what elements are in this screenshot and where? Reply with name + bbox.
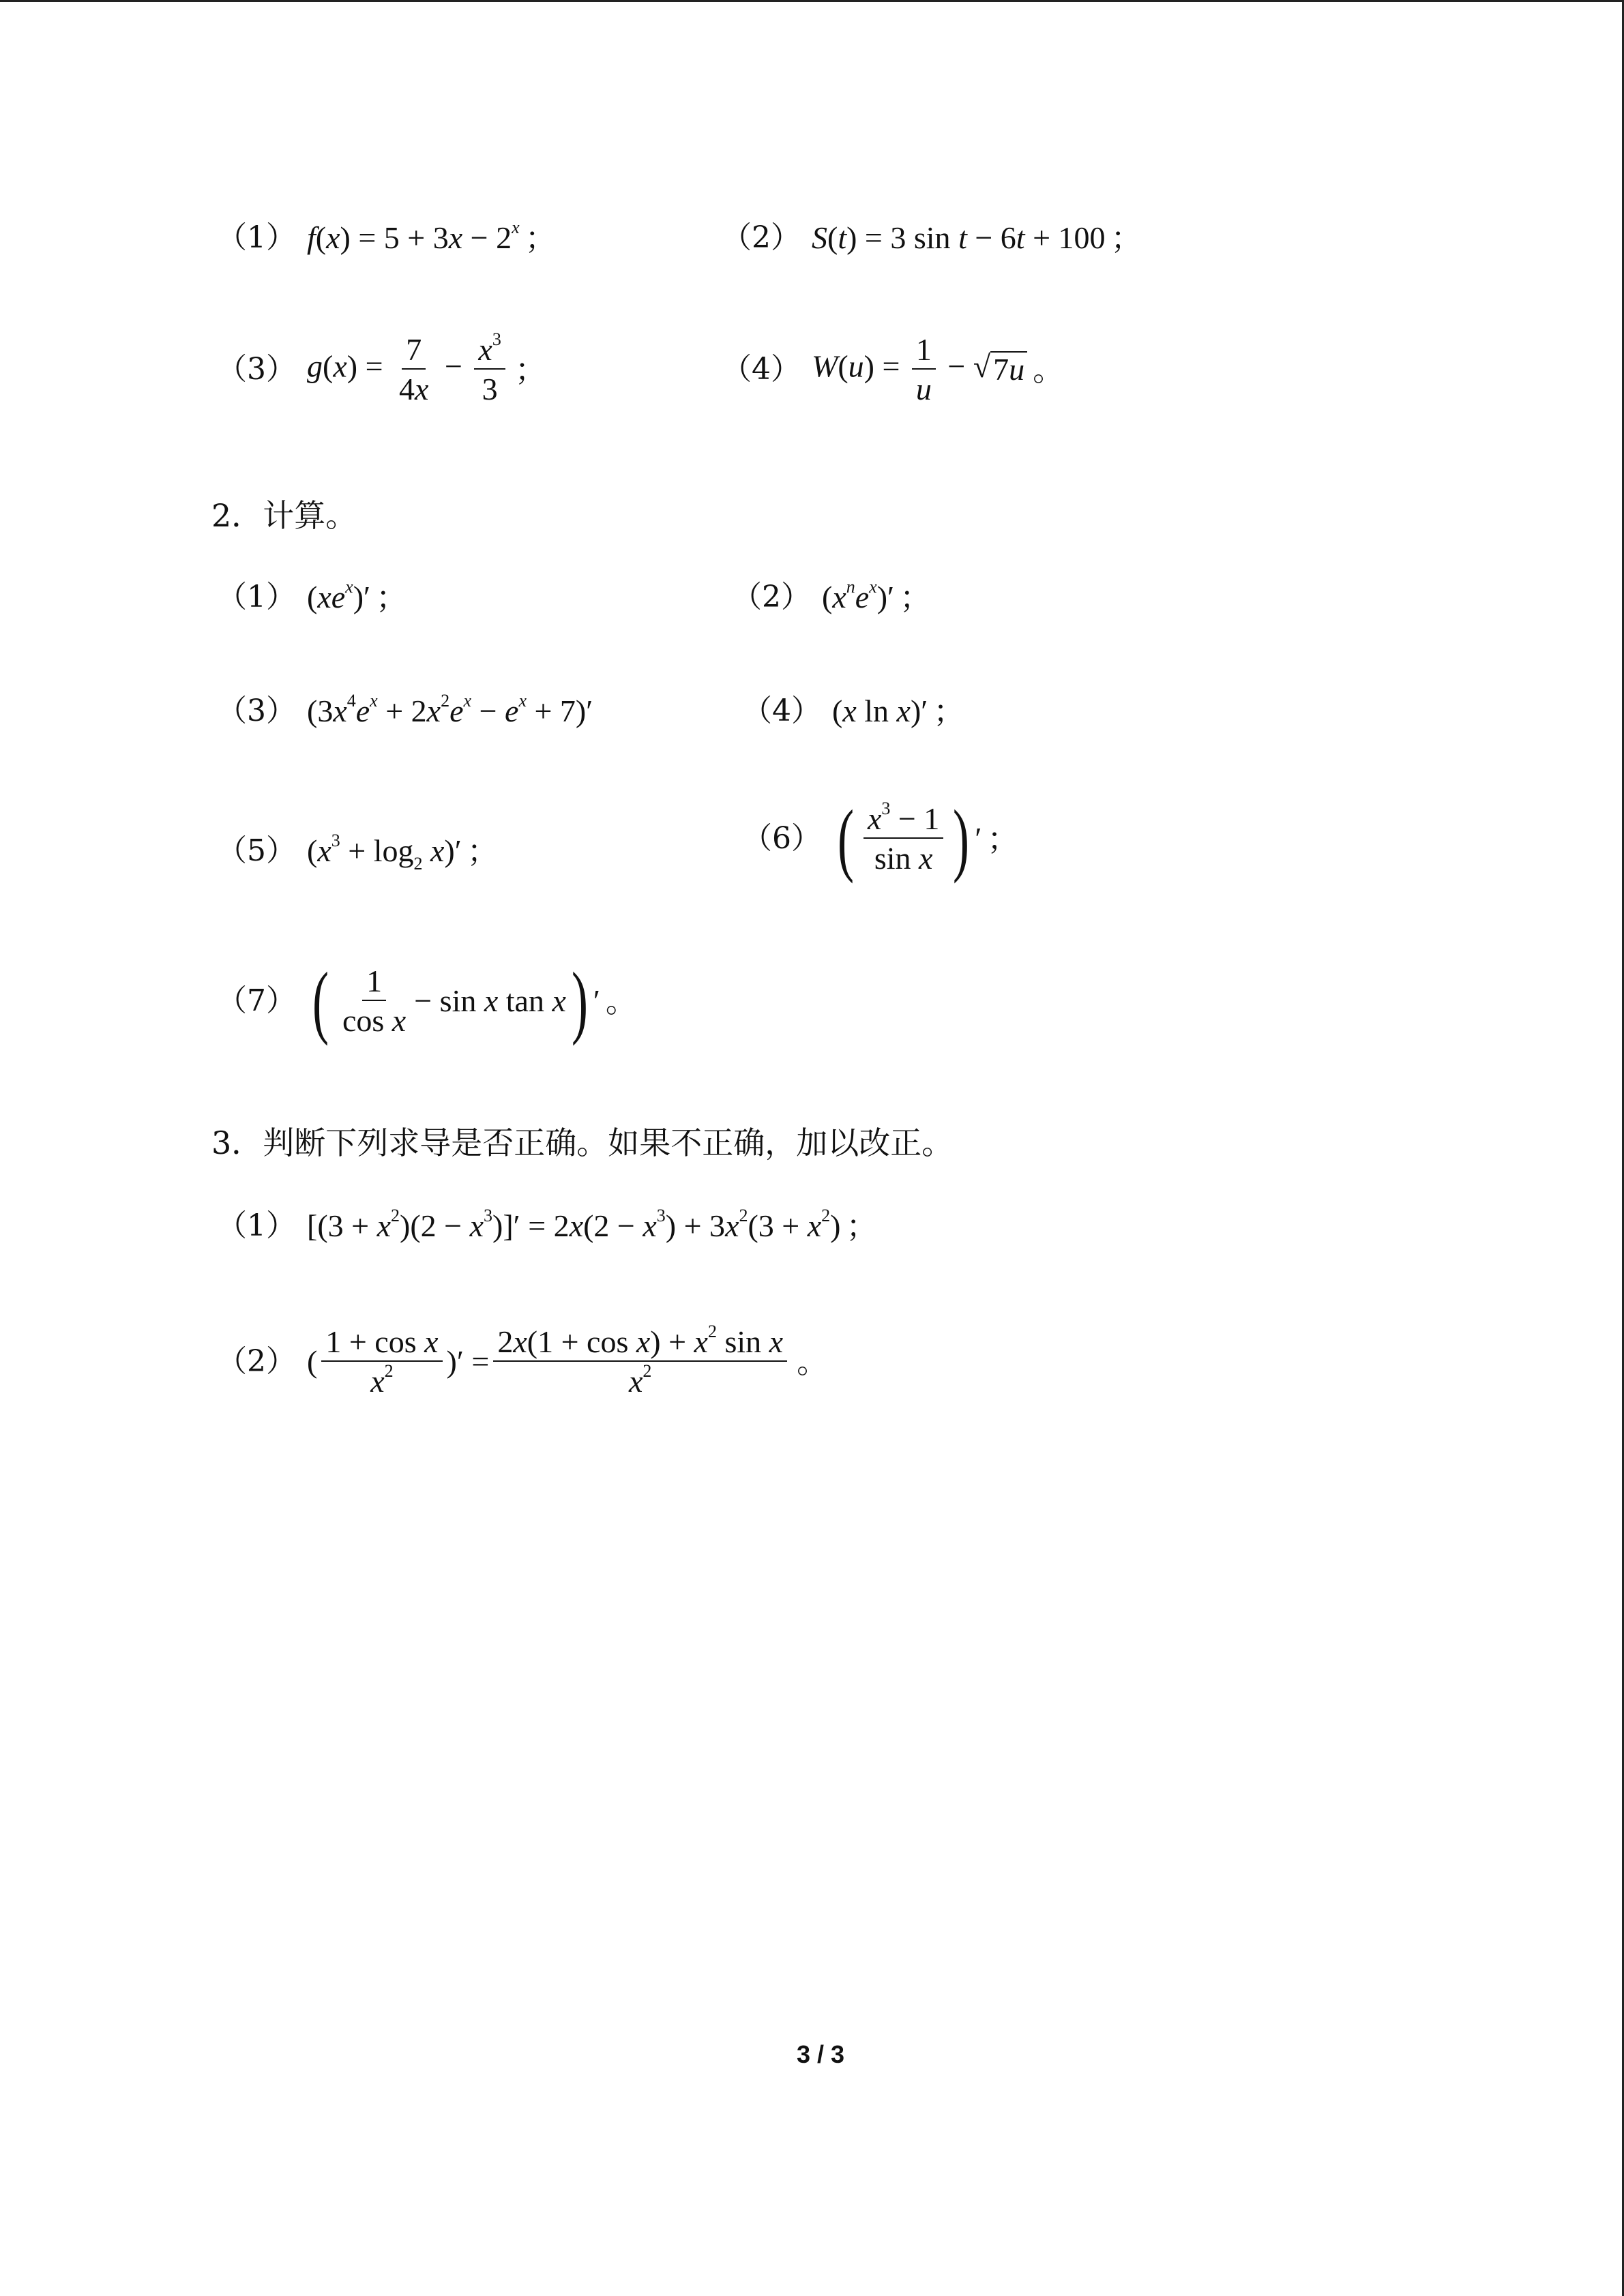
formula: $f(x) = 5 + 3x - 2^x$	[307, 218, 520, 255]
formula: W(u) = $\frac{1}{u}$ − √ 7u	[812, 334, 1027, 405]
item-end: 。	[1033, 351, 1065, 388]
item-end: 。	[797, 1343, 829, 1380]
formula: $(xe^x)'$	[307, 577, 371, 614]
item-number: （3）	[217, 352, 296, 387]
formula: ( $\frac{1}{\text{cos x}}$ − sin x tan x ) ′	[312, 955, 600, 1046]
s3-item-2	[217, 1322, 829, 1399]
top-border	[0, 0, 1624, 2]
s2-item-4	[742, 693, 965, 730]
item-number: （2）	[217, 1344, 296, 1379]
item-end: ；	[1110, 220, 1142, 256]
item-end: ；	[900, 579, 932, 616]
section-2-heading: 2．计算。	[211, 497, 357, 534]
item-end: ；	[514, 351, 546, 388]
s1-item-2	[722, 222, 1142, 254]
s2-item-6	[742, 793, 1019, 884]
item-number: （6）	[742, 821, 821, 856]
formula: $(3x^4e^x + 2x^2e^x - e^x + 7)'$	[307, 691, 593, 728]
s2-item-2	[732, 577, 932, 616]
item-number: （2）	[732, 580, 811, 614]
item-number: （4）	[742, 694, 821, 728]
s2-item-7	[217, 955, 637, 1046]
formula: S(t) = 3 sin t − 6t + 100	[812, 220, 1106, 255]
item-number: （7）	[217, 983, 296, 1018]
s2-item-1	[217, 577, 408, 616]
item-number: （1）	[217, 1208, 296, 1243]
s1-item-1	[217, 218, 557, 256]
item-number: （3）	[217, 694, 296, 728]
formula: ( $\frac{\text{1 + cos x}}{x^2}$ )′ = $\frac{2x(1 + \cos x) + x^2 \sin x}{x^2}$	[307, 1326, 791, 1397]
item-number: （1）	[217, 220, 296, 255]
formula: $[(3 + x^2)(2 - x^3)]' = 2x(2 - x^3) + 3x^2(3 + x^2)$	[307, 1206, 841, 1243]
item-number: （4）	[722, 352, 801, 387]
item-end: ；	[846, 1208, 878, 1244]
s1-item-3	[217, 329, 546, 406]
item-number: （5）	[217, 833, 296, 868]
formula: ( $\frac{x^3 - 1}{\text{sin x}}$ ) ′	[837, 793, 982, 884]
item-number: （1）	[217, 580, 296, 614]
item-end: 。	[605, 983, 637, 1019]
formula: $(x^3 + \log_2 x)'$	[307, 831, 462, 874]
s1-item-4	[722, 334, 1064, 405]
s2-item-3	[217, 691, 598, 728]
item-end: ；	[525, 220, 557, 256]
item-end: ；	[467, 833, 499, 869]
page-number: 3 / 3	[797, 2040, 845, 2068]
s2-item-5	[217, 831, 499, 874]
s3-item-1	[217, 1206, 878, 1244]
section-3-heading: 3．判断下列求导是否正确。如果不正确，加以改正。	[211, 1124, 954, 1161]
formula: (x ln x)′	[832, 694, 928, 728]
item-end: ；	[987, 820, 1019, 857]
formula: g(x) = $\frac{7}{4x}$ − $\frac{x^3}{3}$	[307, 334, 510, 405]
formula: $(x^ne^x)'$	[822, 577, 895, 614]
item-end: ；	[933, 693, 965, 730]
item-number: （2）	[722, 220, 801, 255]
item-end: ；	[376, 579, 408, 616]
